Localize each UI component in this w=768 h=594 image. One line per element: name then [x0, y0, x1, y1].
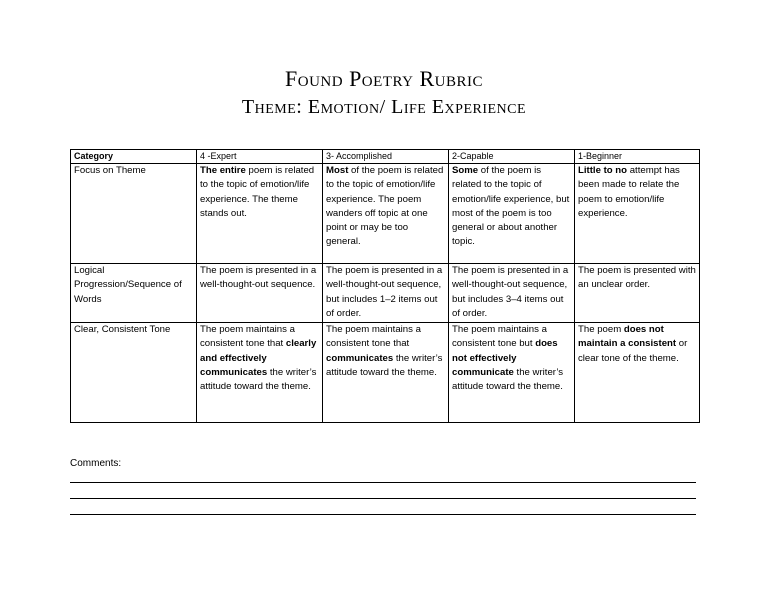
cell-text-run: of the poem is related to the topic of emotion/life experience, but most of the poem is too general or about another topic.	[452, 165, 570, 248]
cell-text-run: The poem	[578, 324, 624, 335]
cell-text-run: poem is related to the topic of emotion/life experience. The theme stands out.	[200, 165, 315, 219]
cell-text-run: clearly and effectively communicates	[200, 338, 317, 378]
table-cell	[575, 164, 700, 264]
cell-text-run: does not effectively communicate	[452, 338, 558, 378]
cell-text-run: The poem is presented with an unclear order.	[578, 265, 696, 291]
table-cell	[323, 323, 449, 423]
table-cell	[575, 323, 700, 423]
table-cell	[197, 264, 323, 323]
comment-line[interactable]	[70, 482, 696, 483]
table-row	[71, 164, 700, 264]
cell-text-run: The poem maintains a consistent tone that	[326, 324, 421, 350]
cell-text-run: The entire	[200, 165, 246, 176]
table-row	[71, 323, 700, 423]
cell-text-run: the writer’s attitude toward the theme.	[326, 352, 443, 378]
comment-line[interactable]	[70, 498, 696, 499]
cell-text-run: The poem is presented in a well-thought-out sequence, but includes 1–2 items out of order.	[326, 265, 443, 319]
cell-text-run: The poem is presented in a well-thought-out sequence.	[200, 265, 317, 291]
cell-text-run: The poem is presented in a well-thought-out sequence, but includes 3–4 items out of order.	[452, 265, 569, 319]
cell-text-run: Little to no	[578, 165, 628, 176]
header-capable: 2-Capable	[449, 150, 575, 164]
header-expert: 4 -Expert	[197, 150, 323, 164]
cell-text-run: The poem maintains a consistent tone but	[452, 324, 547, 350]
row-category: Focus on Theme	[71, 164, 197, 264]
table-cell	[449, 323, 575, 423]
header-accomplished: 3- Accomplished	[323, 150, 449, 164]
cell-text-run: Some	[452, 165, 479, 176]
page-subtitle: Theme: Emotion/ Life Experience	[241, 96, 527, 118]
table-row	[71, 264, 700, 323]
comments-label: Comments:	[70, 458, 122, 469]
cell-text-run: or clear tone of the theme.	[578, 338, 688, 364]
row-category: Logical Progression/Sequence of Words	[71, 264, 197, 323]
cell-text-run: does not maintain a consistent	[578, 324, 677, 350]
table-cell	[449, 164, 575, 264]
cell-text-run: The poem maintains a consistent tone that	[200, 324, 295, 350]
table-cell	[197, 323, 323, 423]
row-category: Clear, Consistent Tone	[71, 323, 197, 423]
table-cell	[197, 164, 323, 264]
cell-text-run: of the poem is related to the topic of emotion/life experience. The poem wanders off topic at one point or may be too general.	[326, 165, 444, 248]
cell-text-run: Most	[326, 165, 349, 176]
rubric-table	[70, 149, 700, 423]
comment-line[interactable]	[70, 514, 696, 515]
table-cell	[323, 264, 449, 323]
page-title: Found Poetry Rubric	[285, 66, 483, 91]
table-header-row	[71, 150, 700, 164]
cell-text-run: communicates	[326, 352, 394, 364]
cell-text-run: the writer’s attitude toward the theme.	[452, 366, 564, 393]
header-beginner: 1-Beginner	[575, 150, 700, 164]
table-cell	[449, 264, 575, 323]
table-cell	[323, 164, 449, 264]
cell-text-run: attempt has been made to relate the poem to emotion/life experience.	[578, 165, 680, 219]
table-cell	[575, 264, 700, 323]
cell-text-run: the writer’s attitude toward the theme.	[200, 366, 317, 393]
header-category: Category	[71, 150, 197, 164]
